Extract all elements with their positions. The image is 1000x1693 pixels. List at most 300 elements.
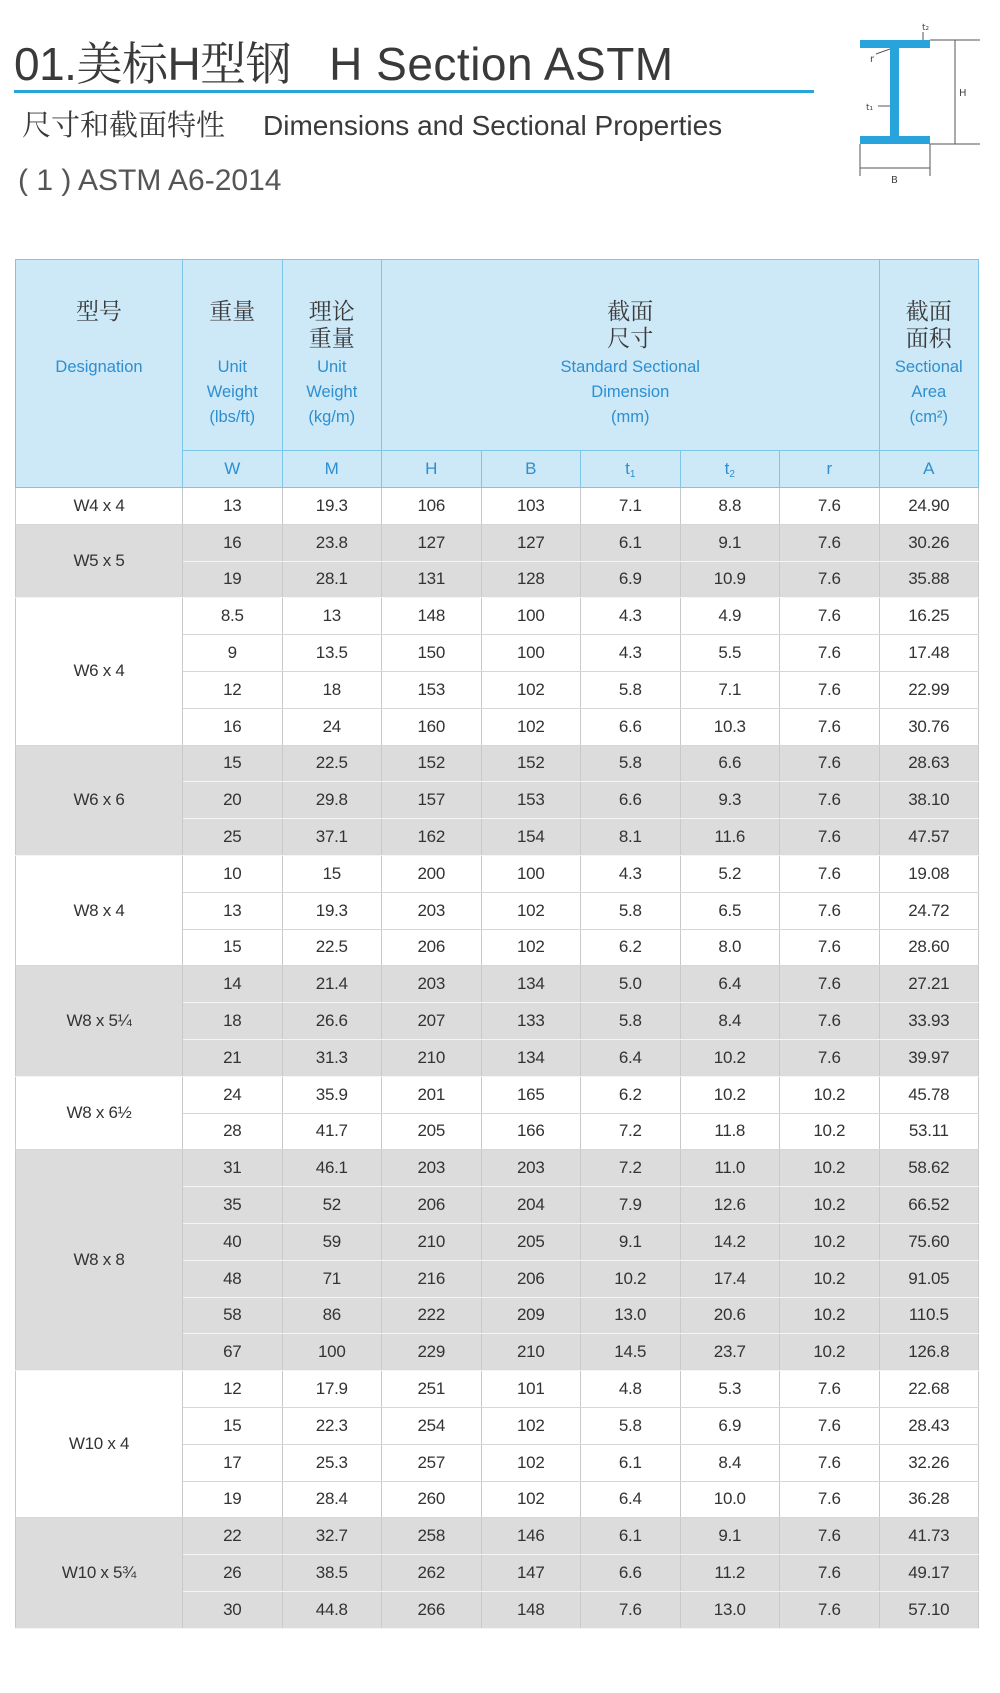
designation-cell: W10 x 4 xyxy=(16,1371,183,1518)
value-cell: 7.6 xyxy=(780,561,880,598)
value-cell: 127 xyxy=(481,524,581,561)
value-cell: 57.10 xyxy=(879,1591,979,1628)
value-cell: 206 xyxy=(382,929,482,966)
value-cell: 15 xyxy=(183,745,283,782)
symbol-r: r xyxy=(780,451,880,488)
symbol-t2-sub: 2 xyxy=(729,468,735,480)
value-cell: 133 xyxy=(481,1003,581,1040)
designation-cell: W6 x 4 xyxy=(16,598,183,745)
title-zh: 01.美标H型钢 xyxy=(14,38,292,90)
value-cell: 12 xyxy=(183,1371,283,1408)
table-row xyxy=(16,1518,979,1555)
value-cell: 102 xyxy=(481,671,581,708)
value-cell: 229 xyxy=(382,1334,482,1371)
value-cell: 5.8 xyxy=(581,745,681,782)
value-cell: 58.62 xyxy=(879,1150,979,1187)
value-cell: 91.05 xyxy=(879,1260,979,1297)
value-cell: 4.9 xyxy=(680,598,780,635)
symbol-h: H xyxy=(382,451,482,488)
dimension-header-zh2: 尺寸 xyxy=(607,325,654,351)
value-cell: 22.68 xyxy=(879,1371,979,1408)
value-cell: 8.0 xyxy=(680,929,780,966)
value-cell: 22.5 xyxy=(282,745,382,782)
value-cell: 19.3 xyxy=(282,488,382,525)
value-cell: 49.17 xyxy=(879,1555,979,1592)
unit-weight-header-unit: (lbs/ft) xyxy=(209,408,256,426)
theory-weight-header xyxy=(282,260,382,451)
value-cell: 7.2 xyxy=(581,1113,681,1150)
value-cell: 205 xyxy=(481,1223,581,1260)
title-underline xyxy=(14,90,814,93)
value-cell: 10.3 xyxy=(680,708,780,745)
value-cell: 45.78 xyxy=(879,1076,979,1113)
value-cell: 18 xyxy=(183,1003,283,1040)
value-cell: 9 xyxy=(183,635,283,672)
unit-weight-header-en1: Unit xyxy=(217,358,247,376)
value-cell: 28.4 xyxy=(282,1481,382,1518)
value-cell: 153 xyxy=(382,671,482,708)
designation-header xyxy=(16,260,183,488)
t1-label: t₁ xyxy=(866,103,874,113)
value-cell: 7.2 xyxy=(581,1150,681,1187)
value-cell: 47.57 xyxy=(879,819,979,856)
value-cell: 205 xyxy=(382,1113,482,1150)
value-cell: 11.8 xyxy=(680,1113,780,1150)
value-cell: 53.11 xyxy=(879,1113,979,1150)
value-cell: 13.0 xyxy=(680,1591,780,1628)
value-cell: 6.5 xyxy=(680,892,780,929)
designation-header-zh: 型号 xyxy=(76,298,122,324)
value-cell: 48 xyxy=(183,1260,283,1297)
value-cell: 204 xyxy=(481,1187,581,1224)
value-cell: 9.1 xyxy=(680,524,780,561)
value-cell: 7.6 xyxy=(780,782,880,819)
value-cell: 4.3 xyxy=(581,855,681,892)
value-cell: 19 xyxy=(183,1481,283,1518)
value-cell: 7.6 xyxy=(780,1039,880,1076)
value-cell: 30.76 xyxy=(879,708,979,745)
value-cell: 21 xyxy=(183,1039,283,1076)
b-dimension-label: B xyxy=(891,175,898,186)
value-cell: 10.2 xyxy=(780,1334,880,1371)
value-cell: 7.6 xyxy=(780,1481,880,1518)
value-cell: 207 xyxy=(382,1003,482,1040)
value-cell: 7.9 xyxy=(581,1187,681,1224)
standard-label: ( 1 ) ASTM A6-2014 xyxy=(18,164,282,197)
value-cell: 152 xyxy=(382,745,482,782)
table-row xyxy=(16,524,979,561)
value-cell: 206 xyxy=(382,1187,482,1224)
value-cell: 26.6 xyxy=(282,1003,382,1040)
value-cell: 32.26 xyxy=(879,1444,979,1481)
t2-label: t₂ xyxy=(922,23,930,33)
value-cell: 153 xyxy=(481,782,581,819)
value-cell: 209 xyxy=(481,1297,581,1334)
symbol-b: B xyxy=(481,451,581,488)
value-cell: 8.8 xyxy=(680,488,780,525)
value-cell: 26 xyxy=(183,1555,283,1592)
value-cell: 7.6 xyxy=(581,1591,681,1628)
value-cell: 6.9 xyxy=(680,1407,780,1444)
symbol-t2 xyxy=(680,451,780,488)
value-cell: 7.6 xyxy=(780,855,880,892)
dimension-header-unit: (mm) xyxy=(611,408,650,426)
page-title xyxy=(14,28,674,94)
value-cell: 100 xyxy=(282,1334,382,1371)
area-header-en2: Area xyxy=(911,383,947,401)
value-cell: 10.2 xyxy=(780,1187,880,1224)
value-cell: 162 xyxy=(382,819,482,856)
designation-cell: W8 x 4 xyxy=(16,855,183,965)
value-cell: 13 xyxy=(183,488,283,525)
properties-table xyxy=(15,259,979,1629)
value-cell: 28.43 xyxy=(879,1407,979,1444)
value-cell: 7.6 xyxy=(780,598,880,635)
value-cell: 201 xyxy=(382,1076,482,1113)
value-cell: 10.2 xyxy=(680,1076,780,1113)
value-cell: 67 xyxy=(183,1334,283,1371)
value-cell: 14.2 xyxy=(680,1223,780,1260)
theory-weight-header-unit: (kg/m) xyxy=(308,408,356,426)
value-cell: 100 xyxy=(481,598,581,635)
value-cell: 35.88 xyxy=(879,561,979,598)
value-cell: 31.3 xyxy=(282,1039,382,1076)
value-cell: 37.1 xyxy=(282,819,382,856)
value-cell: 200 xyxy=(382,855,482,892)
theory-weight-header-zh2: 重量 xyxy=(308,325,355,351)
value-cell: 6.2 xyxy=(581,929,681,966)
value-cell: 5.5 xyxy=(680,635,780,672)
value-cell: 59 xyxy=(282,1223,382,1260)
value-cell: 30 xyxy=(183,1591,283,1628)
designation-cell: W8 x 8 xyxy=(16,1150,183,1371)
value-cell: 30.26 xyxy=(879,524,979,561)
value-cell: 7.6 xyxy=(780,1003,880,1040)
value-cell: 20 xyxy=(183,782,283,819)
value-cell: 15 xyxy=(183,1407,283,1444)
value-cell: 13 xyxy=(183,892,283,929)
value-cell: 206 xyxy=(481,1260,581,1297)
value-cell: 7.6 xyxy=(780,635,880,672)
designation-cell: W8 x 5¼ xyxy=(16,966,183,1076)
value-cell: 25.3 xyxy=(282,1444,382,1481)
value-cell: 52 xyxy=(282,1187,382,1224)
value-cell: 148 xyxy=(382,598,482,635)
theory-weight-header-en1: Unit xyxy=(317,358,347,376)
value-cell: 102 xyxy=(481,1481,581,1518)
value-cell: 6.4 xyxy=(680,966,780,1003)
value-cell: 10.2 xyxy=(680,1039,780,1076)
theory-weight-header-zh1: 理论 xyxy=(308,298,355,324)
value-cell: 147 xyxy=(481,1555,581,1592)
value-cell: 146 xyxy=(481,1518,581,1555)
value-cell: 4.8 xyxy=(581,1371,681,1408)
value-cell: 9.1 xyxy=(680,1518,780,1555)
value-cell: 10.2 xyxy=(780,1297,880,1334)
value-cell: 10.2 xyxy=(780,1113,880,1150)
value-cell: 24 xyxy=(183,1076,283,1113)
designation-cell: W8 x 6½ xyxy=(16,1076,183,1150)
area-header xyxy=(879,260,979,451)
value-cell: 14.5 xyxy=(581,1334,681,1371)
value-cell: 11.2 xyxy=(680,1555,780,1592)
area-header-unit: (cm²) xyxy=(909,408,949,426)
value-cell: 266 xyxy=(382,1591,482,1628)
value-cell: 9.1 xyxy=(581,1223,681,1260)
unit-weight-header-en2: Weight xyxy=(206,383,258,401)
value-cell: 102 xyxy=(481,708,581,745)
table-row xyxy=(16,855,979,892)
value-cell: 29.8 xyxy=(282,782,382,819)
value-cell: 148 xyxy=(481,1591,581,1628)
value-cell: 102 xyxy=(481,892,581,929)
designation-header-en: Designation xyxy=(55,358,143,376)
value-cell: 103 xyxy=(481,488,581,525)
table-row xyxy=(16,966,979,1003)
value-cell: 5.3 xyxy=(680,1371,780,1408)
value-cell: 6.1 xyxy=(581,1518,681,1555)
value-cell: 58 xyxy=(183,1297,283,1334)
value-cell: 6.4 xyxy=(581,1039,681,1076)
value-cell: 7.6 xyxy=(780,708,880,745)
value-cell: 7.6 xyxy=(780,1555,880,1592)
value-cell: 36.28 xyxy=(879,1481,979,1518)
value-cell: 100 xyxy=(481,635,581,672)
value-cell: 5.8 xyxy=(581,892,681,929)
symbol-t1-sub: 1 xyxy=(629,468,636,480)
area-header-zh1: 截面 xyxy=(905,298,952,324)
value-cell: 262 xyxy=(382,1555,482,1592)
value-cell: 5.0 xyxy=(581,966,681,1003)
value-cell: 8.4 xyxy=(680,1444,780,1481)
value-cell: 165 xyxy=(481,1076,581,1113)
value-cell: 10.2 xyxy=(780,1076,880,1113)
area-header-zh2: 面积 xyxy=(905,325,952,351)
value-cell: 13.5 xyxy=(282,635,382,672)
value-cell: 210 xyxy=(382,1223,482,1260)
dimension-header-en1: Standard Sectional xyxy=(560,358,700,376)
value-cell: 6.6 xyxy=(581,782,681,819)
value-cell: 14 xyxy=(183,966,283,1003)
value-cell: 38.10 xyxy=(879,782,979,819)
value-cell: 28.60 xyxy=(879,929,979,966)
value-cell: 13.0 xyxy=(581,1297,681,1334)
value-cell: 157 xyxy=(382,782,482,819)
value-cell: 6.6 xyxy=(680,745,780,782)
symbol-m: M xyxy=(282,451,382,488)
value-cell: 254 xyxy=(382,1407,482,1444)
value-cell: 71 xyxy=(282,1260,382,1297)
value-cell: 19.3 xyxy=(282,892,382,929)
value-cell: 27.21 xyxy=(879,966,979,1003)
value-cell: 7.6 xyxy=(780,1444,880,1481)
value-cell: 25 xyxy=(183,819,283,856)
title-en: H Section ASTM xyxy=(329,38,674,90)
value-cell: 21.4 xyxy=(282,966,382,1003)
value-cell: 18 xyxy=(282,671,382,708)
value-cell: 7.6 xyxy=(780,1591,880,1628)
table-row xyxy=(16,598,979,635)
value-cell: 7.6 xyxy=(780,524,880,561)
value-cell: 23.8 xyxy=(282,524,382,561)
dimension-header xyxy=(382,260,880,451)
value-cell: 216 xyxy=(382,1260,482,1297)
designation-cell: W5 x 5 xyxy=(16,524,183,598)
value-cell: 24.90 xyxy=(879,488,979,525)
value-cell: 6.9 xyxy=(581,561,681,598)
value-cell: 28 xyxy=(183,1113,283,1150)
value-cell: 160 xyxy=(382,708,482,745)
value-cell: 19 xyxy=(183,561,283,598)
value-cell: 8.5 xyxy=(183,598,283,635)
value-cell: 41.7 xyxy=(282,1113,382,1150)
value-cell: 127 xyxy=(382,524,482,561)
value-cell: 7.6 xyxy=(780,745,880,782)
value-cell: 7.6 xyxy=(780,1518,880,1555)
value-cell: 102 xyxy=(481,1407,581,1444)
value-cell: 101 xyxy=(481,1371,581,1408)
value-cell: 203 xyxy=(382,966,482,1003)
value-cell: 222 xyxy=(382,1297,482,1334)
value-cell: 6.2 xyxy=(581,1076,681,1113)
value-cell: 134 xyxy=(481,966,581,1003)
value-cell: 10.2 xyxy=(581,1260,681,1297)
table-body xyxy=(16,488,979,1629)
value-cell: 152 xyxy=(481,745,581,782)
value-cell: 13 xyxy=(282,598,382,635)
value-cell: 5.8 xyxy=(581,1003,681,1040)
value-cell: 110.5 xyxy=(879,1297,979,1334)
value-cell: 4.3 xyxy=(581,635,681,672)
area-header-en1: Sectional xyxy=(894,358,963,376)
value-cell: 22.5 xyxy=(282,929,382,966)
value-cell: 150 xyxy=(382,635,482,672)
value-cell: 102 xyxy=(481,929,581,966)
value-cell: 39.97 xyxy=(879,1039,979,1076)
value-cell: 6.6 xyxy=(581,708,681,745)
value-cell: 7.6 xyxy=(780,488,880,525)
value-cell: 10.0 xyxy=(680,1481,780,1518)
designation-cell: W4 x 4 xyxy=(16,488,183,525)
value-cell: 16 xyxy=(183,708,283,745)
value-cell: 24 xyxy=(282,708,382,745)
value-cell: 102 xyxy=(481,1444,581,1481)
value-cell: 203 xyxy=(481,1150,581,1187)
value-cell: 10.2 xyxy=(780,1223,880,1260)
value-cell: 15 xyxy=(282,855,382,892)
value-cell: 4.3 xyxy=(581,598,681,635)
value-cell: 10 xyxy=(183,855,283,892)
value-cell: 31 xyxy=(183,1150,283,1187)
value-cell: 128 xyxy=(481,561,581,598)
value-cell: 6.4 xyxy=(581,1481,681,1518)
value-cell: 35 xyxy=(183,1187,283,1224)
value-cell: 5.8 xyxy=(581,1407,681,1444)
value-cell: 33.93 xyxy=(879,1003,979,1040)
table-row xyxy=(16,1371,979,1408)
value-cell: 5.8 xyxy=(581,671,681,708)
value-cell: 5.2 xyxy=(680,855,780,892)
value-cell: 17 xyxy=(183,1444,283,1481)
table-row xyxy=(16,745,979,782)
subtitle-en: Dimensions and Sectional Properties xyxy=(263,110,723,141)
value-cell: 16 xyxy=(183,524,283,561)
value-cell: 7.6 xyxy=(780,671,880,708)
value-cell: 28.63 xyxy=(879,745,979,782)
symbol-t1 xyxy=(581,451,681,488)
value-cell: 12 xyxy=(183,671,283,708)
value-cell: 22.99 xyxy=(879,671,979,708)
designation-cell: W10 x 5¾ xyxy=(16,1518,183,1628)
value-cell: 7.6 xyxy=(780,1371,880,1408)
value-cell: 7.1 xyxy=(581,488,681,525)
value-cell: 8.4 xyxy=(680,1003,780,1040)
value-cell: 32.7 xyxy=(282,1518,382,1555)
value-cell: 20.6 xyxy=(680,1297,780,1334)
value-cell: 7.6 xyxy=(780,929,880,966)
value-cell: 6.6 xyxy=(581,1555,681,1592)
value-cell: 23.7 xyxy=(680,1334,780,1371)
value-cell: 8.1 xyxy=(581,819,681,856)
symbol-w: W xyxy=(183,451,283,488)
value-cell: 106 xyxy=(382,488,482,525)
dimension-header-en2: Dimension xyxy=(591,383,670,401)
value-cell: 126.8 xyxy=(879,1334,979,1371)
table-row xyxy=(16,488,979,525)
value-cell: 11.6 xyxy=(680,819,780,856)
value-cell: 210 xyxy=(481,1334,581,1371)
value-cell: 251 xyxy=(382,1371,482,1408)
theory-weight-header-en2: Weight xyxy=(306,383,358,401)
unit-weight-header-zh: 重量 xyxy=(209,298,256,324)
page-subtitle xyxy=(22,103,722,144)
value-cell: 22.3 xyxy=(282,1407,382,1444)
value-cell: 46.1 xyxy=(282,1150,382,1187)
value-cell: 7.6 xyxy=(780,1407,880,1444)
value-cell: 16.25 xyxy=(879,598,979,635)
value-cell: 38.5 xyxy=(282,1555,382,1592)
value-cell: 17.48 xyxy=(879,635,979,672)
value-cell: 7.1 xyxy=(680,671,780,708)
table-row xyxy=(16,1150,979,1187)
value-cell: 7.6 xyxy=(780,819,880,856)
value-cell: 41.73 xyxy=(879,1518,979,1555)
value-cell: 19.08 xyxy=(879,855,979,892)
value-cell: 7.6 xyxy=(780,966,880,1003)
designation-cell: W6 x 6 xyxy=(16,745,183,855)
h-section-diagram xyxy=(840,18,990,198)
r-label: r xyxy=(870,54,875,65)
value-cell: 7.6 xyxy=(780,892,880,929)
value-cell: 15 xyxy=(183,929,283,966)
symbol-a: A xyxy=(879,451,979,488)
value-cell: 6.1 xyxy=(581,524,681,561)
value-cell: 10.2 xyxy=(780,1150,880,1187)
value-cell: 203 xyxy=(382,1150,482,1187)
value-cell: 24.72 xyxy=(879,892,979,929)
value-cell: 9.3 xyxy=(680,782,780,819)
value-cell: 203 xyxy=(382,892,482,929)
value-cell: 134 xyxy=(481,1039,581,1076)
value-cell: 17.9 xyxy=(282,1371,382,1408)
value-cell: 10.9 xyxy=(680,561,780,598)
symbol-t1-base: t xyxy=(625,458,630,478)
properties-table-container xyxy=(15,259,979,1629)
value-cell: 12.6 xyxy=(680,1187,780,1224)
value-cell: 257 xyxy=(382,1444,482,1481)
unit-weight-header xyxy=(183,260,283,451)
value-cell: 154 xyxy=(481,819,581,856)
